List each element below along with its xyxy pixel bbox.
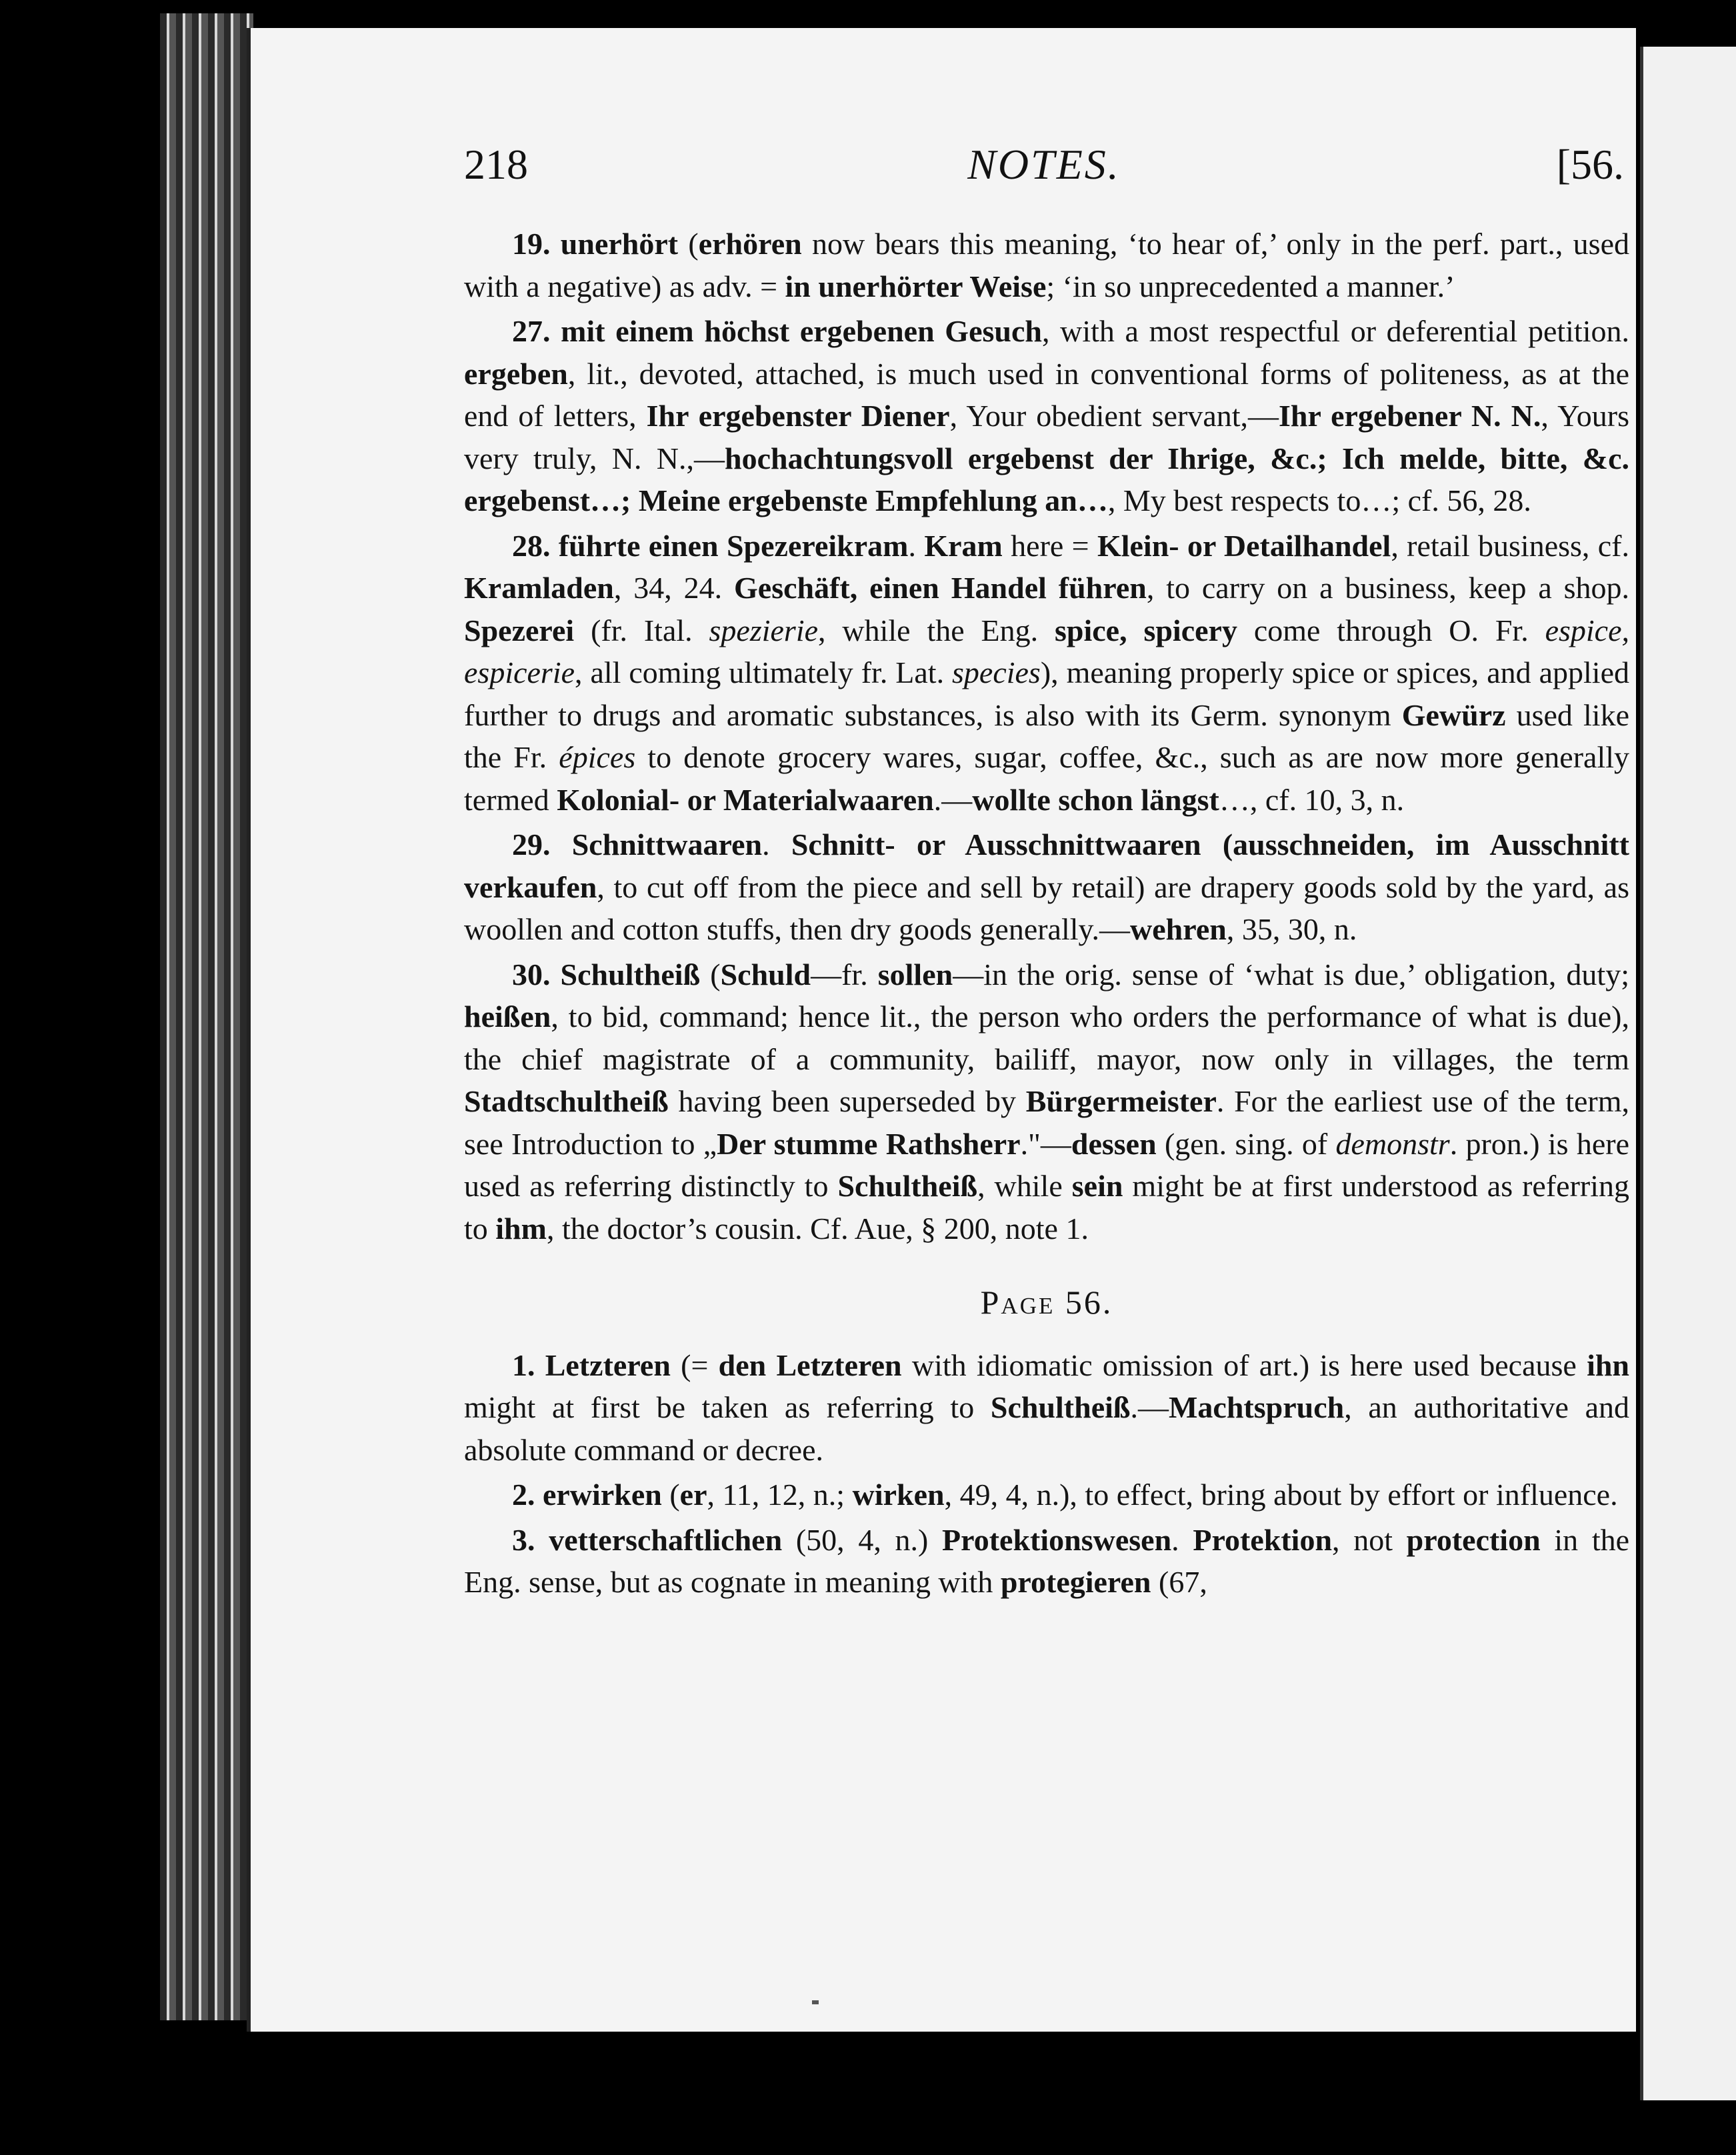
german-term: Spezerei [464, 613, 575, 647]
note-text: , with a most respectful or deferential petition. [1041, 314, 1629, 348]
section-heading: Page 56. [980, 1284, 1113, 1321]
german-term: sollen [877, 957, 953, 991]
german-term: erwirken [543, 1478, 662, 1512]
note-text: . For the earliest use of the term, see Introduction to „ [464, 1084, 1629, 1161]
german-term: ihn [1587, 1348, 1630, 1382]
note-number: 27. [512, 314, 551, 348]
note-text: —fr. [811, 957, 878, 991]
notes-body [464, 223, 1629, 1606]
note-entry [464, 1474, 1629, 1516]
german-term: Schultheiß [560, 957, 701, 991]
notes-list-page-55 [464, 223, 1629, 1250]
german-term: Geschäft, einen Handel führen [734, 571, 1147, 605]
note-text: now bears this meaning, ‘to hear of,’ only in the perf. part., used with a negative) as adv. = [464, 227, 1630, 303]
note-text: used like the Fr. [464, 697, 1629, 774]
german-term: ergeben [464, 356, 568, 391]
note-entry [464, 1519, 1629, 1604]
german-term: Schultheiß [990, 1390, 1131, 1424]
note-text: might at first be taken as referring to [464, 1390, 991, 1424]
note-text: here = [1002, 528, 1097, 563]
german-term: er [679, 1478, 707, 1512]
note-text: ."— [1020, 1126, 1071, 1161]
note-number: 3. [512, 1522, 535, 1557]
german-term: den Letzteren [718, 1348, 902, 1382]
note-text: , all coming ultimately fr. Lat. [575, 655, 952, 689]
note-text: come through O. Fr. [1237, 613, 1545, 647]
german-term: Machtspruch [1169, 1390, 1345, 1424]
note-text: , 35, 30, n. [1226, 912, 1357, 946]
german-term: Gewürz [1401, 697, 1506, 732]
german-term: erhören [698, 227, 802, 261]
note-text: with idiomatic omission of art.) is here used because [901, 1348, 1587, 1382]
note-text: (50, 4, n.) [782, 1522, 943, 1557]
note-entry [464, 223, 1629, 307]
note-number: 30. [512, 957, 551, 991]
note-text: . [762, 827, 791, 861]
note-entry [464, 1344, 1629, 1472]
note-text: , 49, 4, n.), to effect, bring about by effort or influence. [944, 1478, 1618, 1512]
page-number: 218 [464, 141, 528, 188]
german-term: Kramladen [464, 571, 614, 605]
note-number: 2. [512, 1478, 535, 1512]
note-text: , while the Eng. [818, 613, 1055, 647]
german-term: Schnittwaaren [571, 827, 763, 861]
note-text: ( [700, 957, 721, 991]
note-text: , 34, 24. [613, 571, 734, 605]
note-text: , lit., devoted, attached, is much used in conventional forms of politeness, as at the end of letters, [464, 356, 1629, 433]
note-text: …, cf. 10, 3, n. [1219, 782, 1405, 817]
german-term: Ihr ergebenster Diener [646, 399, 950, 433]
note-number: 19. [512, 227, 551, 261]
note-entry [464, 953, 1629, 1250]
notes-list-page-56 [464, 1344, 1629, 1604]
german-term: wollte schon längst [972, 782, 1219, 817]
page-title: NOTES. [967, 141, 1121, 188]
running-head [464, 140, 1624, 213]
german-term: wehren [1130, 912, 1227, 946]
german-term: spice, spicery [1054, 613, 1237, 647]
german-term: dessen [1071, 1126, 1157, 1161]
note-text: , My best respects to…; cf. 56, 28. [1107, 483, 1531, 517]
german-term: sein [1071, 1169, 1123, 1203]
note-entry [464, 310, 1629, 522]
german-term: protegieren [1000, 1565, 1151, 1599]
german-term: Bürgermeister [1025, 1084, 1217, 1118]
german-term: wirken [852, 1478, 945, 1512]
note-text: ( [678, 227, 699, 261]
note-text: . pron.) is here used as referring distinctly to [464, 1126, 1629, 1203]
note-text: , to bid, command; hence lit., the person who orders the performance of what is due), the chief magistrate of a community, bailiff, mayor, now only in villages, the term [464, 999, 1629, 1076]
note-text: to denote grocery wares, sugar, coffee, &c., such as are now more generally termed [464, 740, 1630, 817]
note-text: , the doctor’s cousin. Cf. Aue, § 200, note 1. [546, 1211, 1089, 1246]
note-text: . [1171, 1522, 1193, 1557]
note-text: , 11, 12, n.; [707, 1478, 853, 1512]
note-text: having been superseded by [668, 1084, 1026, 1118]
german-term: ihm [495, 1211, 547, 1246]
german-term: Kram [924, 528, 1003, 563]
german-term: führte einen Spezereikram [558, 528, 909, 563]
note-text: .— [1130, 1390, 1169, 1424]
note-text: ; ‘in so unprecedented a manner.’ [1046, 269, 1455, 303]
note-number: 28. [512, 528, 551, 563]
german-term: Klein- or Detailhandel [1097, 528, 1391, 563]
note-text: might be at first understood as referring to [464, 1169, 1629, 1246]
note-text: , Yours very truly, N. N.,— [464, 399, 1629, 475]
note-number: 29. [512, 827, 551, 861]
note-text: , not [1332, 1522, 1407, 1557]
note-text: , an authoritative and absolute command or decree. [464, 1390, 1629, 1467]
german-term: hochachtungsvoll ergebenst der Ihrige, &c.; Ich melde, bitte, &c. ergebenst…; Meine ergebenste Empfehlung an… [464, 441, 1629, 517]
german-term: in unerhörter Weise [785, 269, 1047, 303]
german-term: Kolonial- or Materialwaaren [557, 782, 934, 817]
note-text: ), meaning properly spice or spices, and applied further to drugs and aromatic substances, is also with its Germ. synonym [464, 655, 1629, 732]
note-text: (= [670, 1348, 719, 1382]
italic-term: demonstr [1335, 1126, 1450, 1161]
note-text: (fr. Ital. [574, 613, 709, 647]
german-term: vetterschaftlichen [549, 1522, 783, 1557]
speck-mark [812, 2000, 819, 2004]
german-term: Schultheiß [837, 1169, 978, 1203]
note-text: , to carry on a business, keep a shop. [1146, 571, 1630, 605]
note-text: , to cut off from the piece and sell by retail) are drapery goods sold by the yard, as woollen and cotton stuffs, then dry goods generally.— [464, 869, 1629, 946]
german-term: Letzteren [545, 1348, 671, 1382]
italic-term: épices [559, 740, 636, 774]
german-term: mit einem höchst ergebenen Gesuch [561, 314, 1042, 348]
german-term: protection [1406, 1522, 1541, 1557]
note-text: in the Eng. sense, but as cognate in meaning with [464, 1522, 1630, 1599]
german-term: unerhört [560, 227, 679, 261]
note-text: —in the orig. sense of ‘what is due,’ obligation, duty; [953, 957, 1629, 991]
italic-term: species [952, 655, 1041, 689]
german-term: Der stumme Rathsherr [717, 1126, 1021, 1161]
german-term: Schuld [720, 957, 811, 991]
italic-term: espice, espicerie [464, 613, 1630, 689]
note-text: (67, [1151, 1565, 1207, 1599]
german-term: Stadtschultheiß [464, 1084, 669, 1118]
page-reference: [56. [1556, 141, 1624, 188]
italic-term: spezierie [709, 613, 819, 647]
german-term: Schnitt- or Ausschnittwaaren (ausschneiden, im Ausschnitt verkaufen [464, 827, 1630, 904]
note-text: , Your obedient servant,— [949, 399, 1279, 433]
note-text: , retail business, cf. [1391, 528, 1629, 563]
note-text: (gen. sing. of [1156, 1126, 1336, 1161]
german-term: Ihr ergebener N. N. [1279, 399, 1541, 433]
german-term: Protektion [1193, 1522, 1333, 1557]
german-term: heißen [464, 999, 551, 1033]
note-text: ( [661, 1478, 680, 1512]
note-text: .— [933, 782, 973, 817]
note-number: 1. [512, 1348, 535, 1382]
book-page-edges [160, 13, 253, 2020]
note-text: , while [977, 1169, 1072, 1203]
note-entry [464, 525, 1629, 821]
note-entry [464, 823, 1629, 951]
book-page [247, 28, 1636, 2032]
german-term: Protektionswesen [942, 1522, 1172, 1557]
facing-page-edge [1640, 47, 1736, 2100]
note-text: . [908, 528, 925, 563]
